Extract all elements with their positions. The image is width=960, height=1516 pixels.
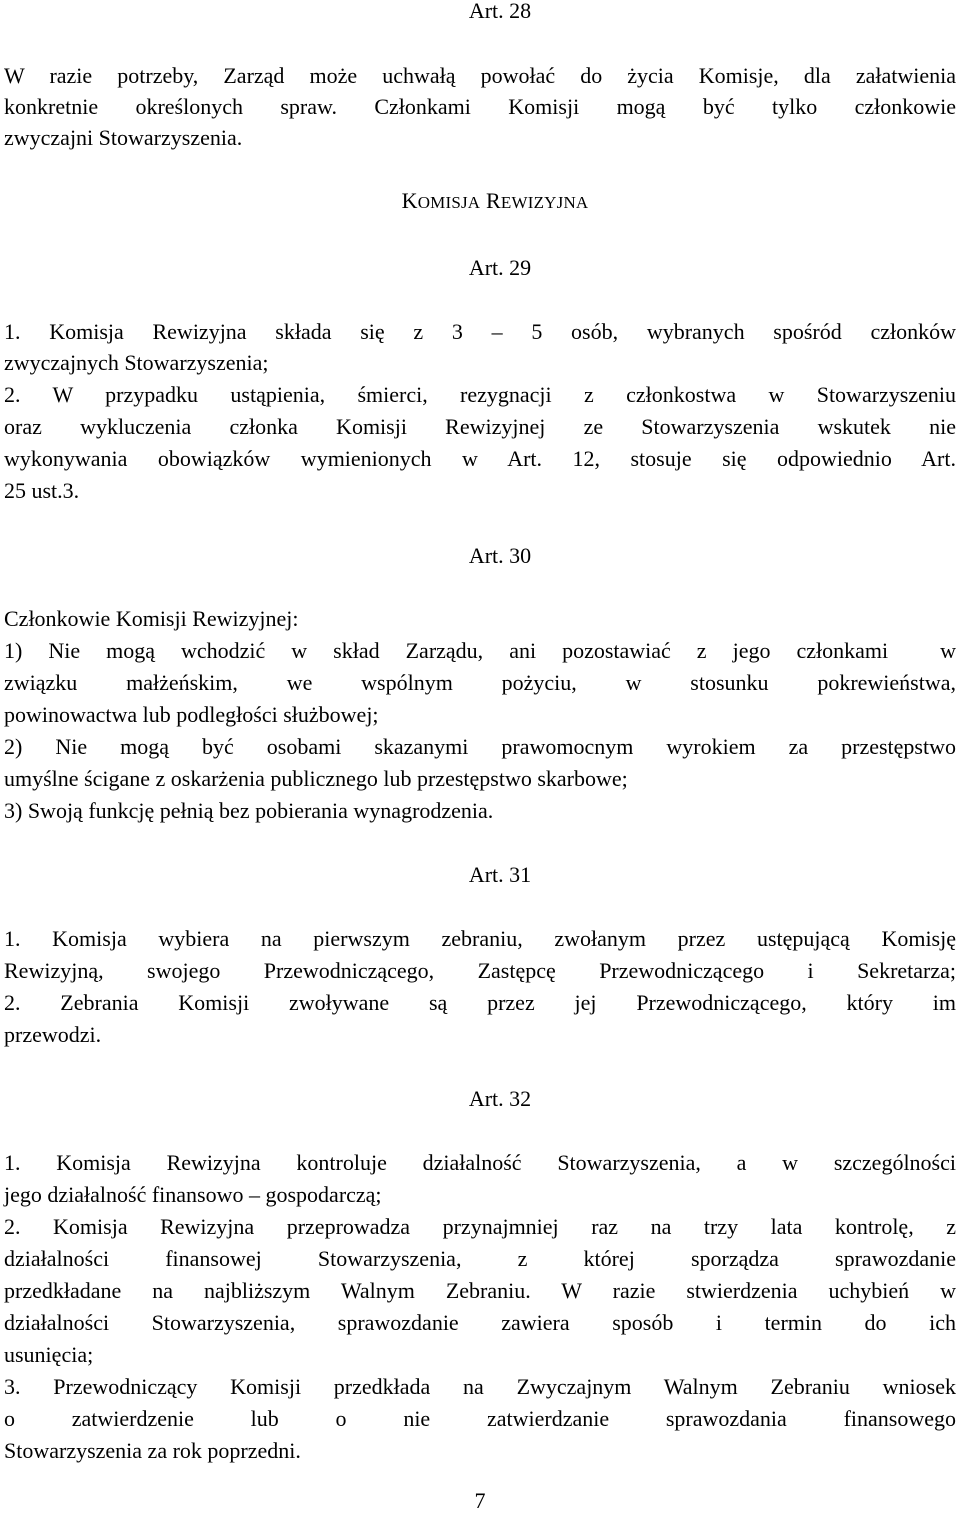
art32-line-8: 3. Przewodniczący Komisji przedkłada na Zwyczajnym Walnym Zebraniu wniosek: [4, 1374, 956, 1399]
art29-line-1: 1. Komisja Rewizyjna składa się z 3 – 5 osób, wybranych spośród członków: [4, 319, 956, 344]
art28-line-1: W razie potrzeby, Zarząd może uchwałą powołać do życia Komisje, dla załatwienia: [4, 63, 956, 88]
art28-line-2: konkretnie określonych spraw. Członkami Komisji mogą być tylko członkowie: [4, 94, 956, 119]
art30-line-5: 2) Nie mogą być osobami skazanymi prawomocnym wyrokiem za przestępstwo: [4, 734, 956, 759]
art32-line-10: Stowarzyszenia za rok poprzedni.: [4, 1438, 301, 1463]
article-28-title: Art. 28: [468, 0, 532, 23]
article-29-title: Art. 29: [468, 255, 532, 280]
art29-line-5: wykonywania obowiązków wymienionych w Art. 12, stosuje się odpowiednio Art.: [4, 446, 956, 471]
art32-line-3: 2. Komisja Rewizyjna przeprowadza przynajmniej raz na trzy lata kontrolę, z: [4, 1214, 956, 1239]
art30-line-3: związku małżeńskim, we wspólnym pożyciu, w stosunku pokrewieństwa,: [4, 670, 956, 695]
art32-line-6: działalności Stowarzyszenia, sprawozdanie zawiera sposób i termin do ich: [4, 1310, 956, 1335]
art29-line-4: oraz wykluczenia członka Komisji Rewizyjnej ze Stowarzyszenia wskutek nie: [4, 414, 956, 439]
art32-line-4: działalności finansowej Stowarzyszenia, z której sporządza sprawozdanie: [4, 1246, 956, 1271]
section-heading-komisja-rewizyjna: KOMISJA REWIZYJNA: [401, 188, 589, 213]
article-31-title: Art. 31: [468, 862, 532, 887]
art32-line-5: przedkładane na najbliższym Walnym Zebraniu. W razie stwierdzenia uchybień w: [4, 1278, 956, 1303]
art29-line-3: 2. W przypadku ustąpienia, śmierci, rezygnacji z członkostwa w Stowarzyszeniu: [4, 382, 956, 407]
article-30-title: Art. 30: [468, 543, 532, 568]
art32-line-2: jego działalność finansowo – gospodarczą;: [4, 1182, 382, 1207]
art31-line-4: przewodzi.: [4, 1022, 102, 1047]
article-32-title: Art. 32: [468, 1086, 532, 1111]
art29-line-2: zwyczajnych Stowarzyszenia;: [4, 350, 269, 375]
art30-line-7: 3) Swoją funkcję pełnią bez pobierania wynagrodzenia.: [4, 798, 494, 823]
art32-line-7: usunięcia;: [4, 1342, 94, 1367]
art28-line-3: zwyczajni Stowarzyszenia.: [4, 125, 243, 150]
art31-line-3: 2. Zebrania Komisji zwoływane są przez jej Przewodniczącego, który im: [4, 990, 956, 1015]
art32-line-9: o zatwierdzenie lub o nie zatwierdzanie sprawozdania finansowego: [4, 1406, 956, 1431]
art32-line-1: 1. Komisja Rewizyjna kontroluje działalność Stowarzyszenia, a w szczególności: [4, 1150, 956, 1175]
art30-line-2: 1) Nie mogą wchodzić w skład Zarządu, ani pozostawiać z jego członkami w: [4, 638, 956, 663]
art30-line-4: powinowactwa lub podległości służbowej;: [4, 702, 379, 727]
art31-line-2: Rewizyjną, swojego Przewodniczącego, Zastępcę Przewodniczącego i Sekretarza;: [4, 958, 956, 983]
page-number: 7: [474, 1488, 486, 1513]
art30-line-1: Członkowie Komisji Rewizyjnej:: [4, 606, 299, 631]
art29-line-6: 25 ust.3.: [4, 478, 80, 503]
art30-line-6: umyślne ścigane z oskarżenia publicznego lub przestępstwo skarbowe;: [4, 766, 628, 791]
art31-line-1: 1. Komisja wybiera na pierwszym zebraniu, zwołanym przez ustępującą Komisję: [4, 926, 956, 951]
